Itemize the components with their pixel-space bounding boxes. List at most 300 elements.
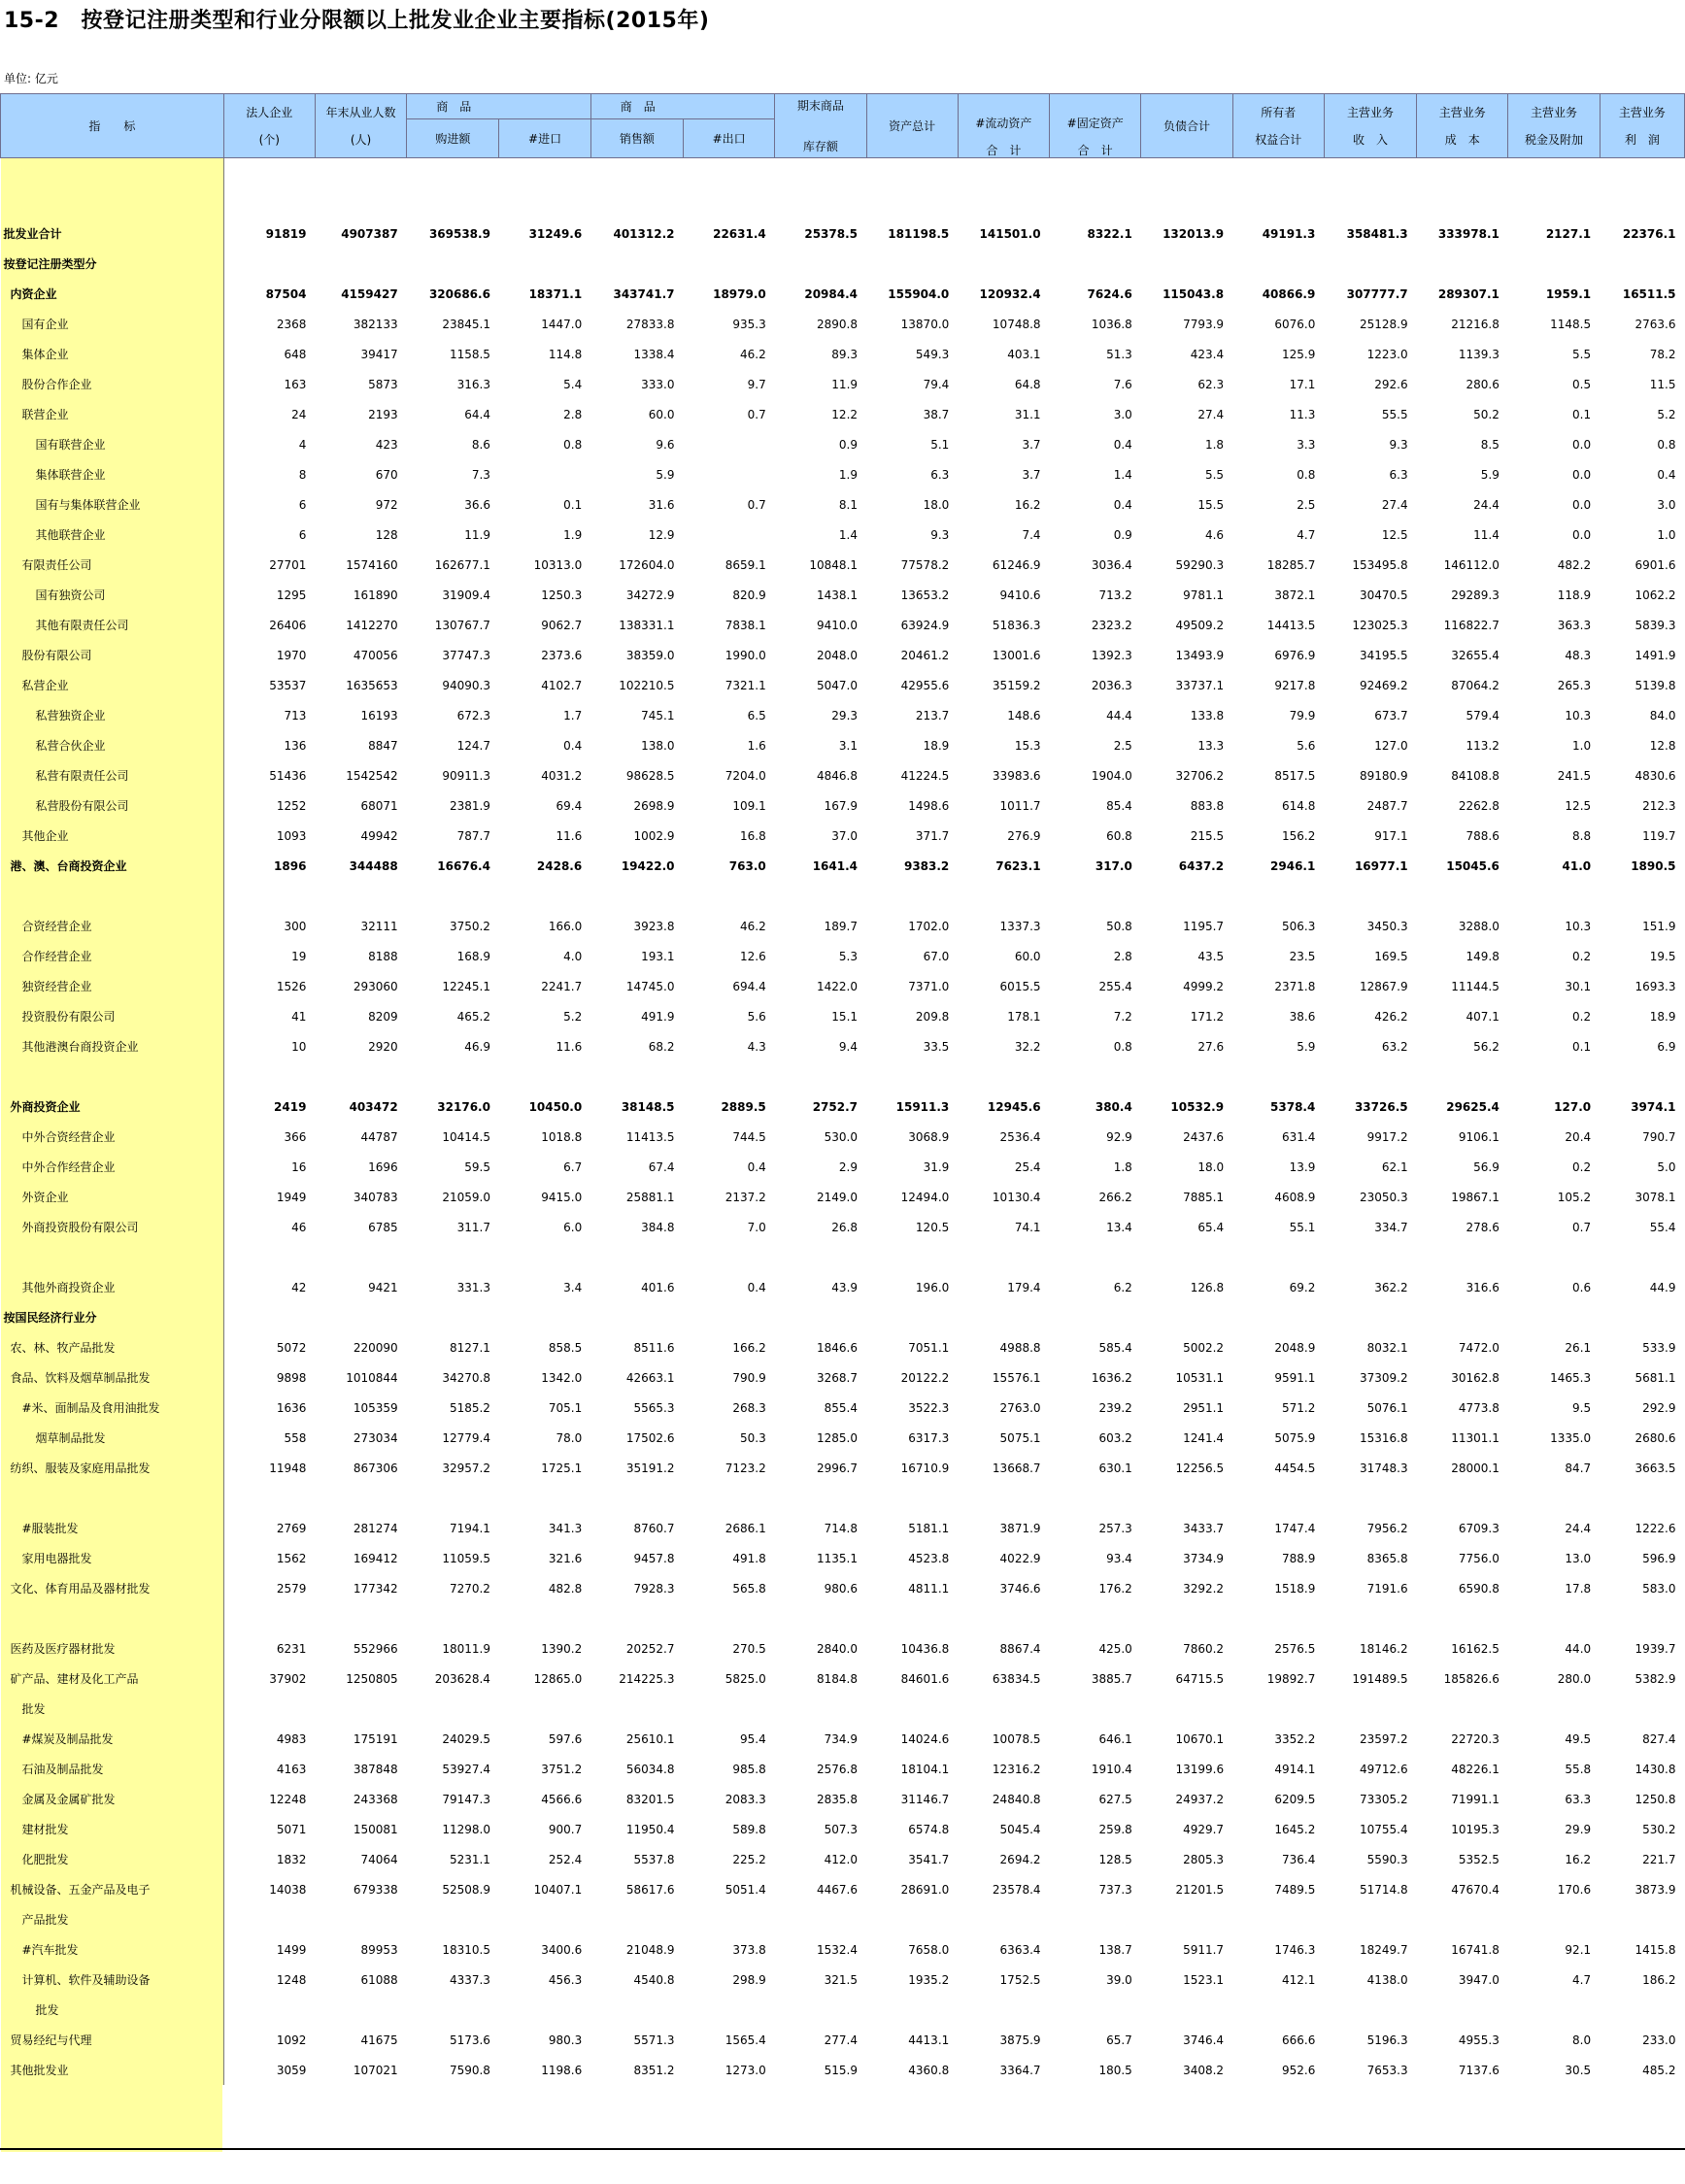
cell-value: 16977.1 [1354,858,1408,873]
cell-value: 1465.3 [1550,1370,1592,1385]
cell-value: 4566.6 [541,1792,583,1806]
cell-value [1324,1483,1416,1513]
table-row [1,760,1685,790]
cell-value: 858.5 [548,1340,583,1355]
cell-value: 38359.0 [625,648,675,662]
cell-value: 1.9 [563,527,583,542]
cell-value: 74064 [360,1852,398,1866]
cell-value: 30470.5 [1359,588,1408,602]
cell-value [223,1995,315,2025]
cell-value: 694.4 [732,979,766,993]
cell-value: 1018.8 [541,1129,583,1144]
cell-value: 277.4 [824,2033,859,2047]
cell-value: 40866.9 [1262,286,1316,301]
cell-value: 18011.9 [442,1641,490,1656]
cell-value: 4102.7 [541,678,583,692]
cell-value [683,881,774,911]
cell-value: 334.7 [1374,1220,1408,1234]
cell-value: 9781.1 [1183,588,1225,602]
cell-value: 340783 [353,1190,398,1204]
row-label: 纺织、服装及家庭用品批发 [1,1453,224,1483]
cell-value: 5231.1 [449,1852,490,1866]
cell-value: 9217.8 [1274,678,1316,692]
table-row [1,1453,1685,1483]
cell-value: 212.3 [1642,798,1676,813]
cell-value [1417,158,1508,189]
cell-value: 482.8 [548,1581,583,1596]
cell-value: 16741.8 [1451,1942,1500,1957]
cell-value: 2752.7 [812,1099,859,1114]
cell-value: 214225.3 [619,1671,675,1686]
cell-value [866,1242,958,1272]
cell-value: 1195.7 [1183,919,1225,933]
cell-value [1050,1061,1141,1092]
cell-value: 10414.5 [442,1129,490,1144]
cell-value: 64.8 [1014,377,1041,391]
cell-value [407,1242,499,1272]
cell-value: 292.9 [1642,1400,1676,1415]
cell-value: 6209.5 [1274,1792,1316,1806]
cell-value: 85.4 [1106,798,1132,813]
cell-value: 156.2 [1281,828,1316,843]
cell-value [1600,1302,1684,1332]
row-label [1,1603,224,1633]
cell-value: 0.2 [1572,1159,1592,1174]
cell-value: 203628.4 [434,1671,490,1686]
cell-value: 5.9 [1297,1039,1316,1054]
cell-value: 2579 [276,1581,307,1596]
cell-value: 5.4 [563,377,583,391]
cell-value: 1062.2 [1634,588,1676,602]
cell-value: 596.9 [1642,1551,1676,1565]
cell-value: 820.9 [732,588,766,602]
cell-value [499,459,590,489]
cell-value: 1.9 [838,467,859,482]
cell-value: 10195.3 [1451,1822,1500,1836]
cell-value: 320686.6 [428,286,490,301]
cell-value: 68.2 [648,1039,675,1054]
table-row [1,580,1685,610]
cell-value [499,1904,590,1934]
table-row [1,1272,1685,1302]
cell-value: 92.1 [1565,1942,1592,1957]
cell-value: 4523.8 [908,1551,950,1565]
cell-value: 53927.4 [442,1762,490,1776]
cell-value: 55.4 [1649,1220,1676,1234]
cell-value: 358481.3 [1346,226,1408,241]
cell-value: 17502.6 [625,1430,675,1445]
cell-value: 64.4 [464,407,490,421]
cell-value: 3873.9 [1634,1882,1676,1897]
cell-value: 93.4 [1106,1551,1132,1565]
cell-value: 0.0 [1572,437,1592,452]
cell-value: 11301.1 [1451,1430,1500,1445]
cell-value: 28691.0 [900,1882,950,1897]
cell-value: 9591.1 [1274,1370,1316,1385]
cell-value [223,249,315,279]
cell-value [1232,1904,1324,1934]
row-label: 股份有限公司 [1,640,224,670]
cell-value: 1.7 [563,708,583,722]
cell-value [590,1483,683,1513]
cell-value: 507.3 [824,1822,859,1836]
cell-value: 8867.4 [999,1641,1041,1656]
cell-value: 120932.4 [979,286,1041,301]
cell-value: 15045.6 [1446,858,1500,873]
row-label: #煤炭及制品批发 [1,1724,224,1754]
cell-value: 128 [375,527,398,542]
cell-value: 11413.5 [625,1129,675,1144]
row-label: 其他外商投资企业 [1,1272,224,1302]
cell-value [1417,1995,1508,2025]
cell-value: 105359 [353,1400,398,1415]
cell-value [1417,249,1508,279]
cell-value [683,1904,774,1934]
cell-value: 5911.7 [1183,1942,1225,1957]
cell-value [315,1242,406,1272]
cell-value [775,249,866,279]
cell-value [1417,1242,1508,1272]
cell-value: 22631.4 [713,226,766,241]
cell-value [223,158,315,189]
cell-value: 827.4 [1642,1731,1676,1746]
cell-value: 55.1 [1289,1220,1316,1234]
cell-value: 136 [284,738,307,753]
cell-value: 6.2 [1113,1280,1132,1294]
cell-value: 585.4 [1098,1340,1132,1355]
cell-value [1508,1061,1600,1092]
cell-value: 252.4 [548,1852,583,1866]
cell-value: 39417 [360,347,398,361]
cell-value: 11.5 [1649,377,1676,391]
cell-value: 485.2 [1642,2063,1676,2077]
cell-value: 19867.1 [1451,1190,1500,1204]
row-label: 医药及医疗器材批发 [1,1633,224,1663]
cell-value: 382133 [353,317,398,331]
cell-value: 3663.5 [1634,1461,1676,1475]
cell-value: 18310.5 [442,1942,490,1957]
row-label: 化肥批发 [1,1844,224,1874]
cell-value: 8184.8 [817,1671,859,1686]
cell-value [1324,1242,1416,1272]
cell-value [866,249,958,279]
cell-value: 1.4 [1113,467,1132,482]
cell-value: 714.8 [824,1521,859,1535]
cell-value: 59290.3 [1175,557,1225,572]
cell-value: 5.6 [747,1009,766,1024]
cell-value: 13199.6 [1175,1762,1225,1776]
cell-value: 5.1 [930,437,950,452]
cell-value: 14024.6 [900,1731,950,1746]
cell-value: 53537 [269,678,307,692]
cell-value: 37.0 [831,828,859,843]
cell-value: 2835.8 [817,1792,859,1806]
cell-value [683,158,774,189]
cell-value: 1645.2 [1274,1822,1316,1836]
cell-value: 51.3 [1106,347,1132,361]
cell-value: 16162.5 [1451,1641,1500,1656]
cell-value: 7624.6 [1087,286,1132,301]
cell-value: 2680.6 [1634,1430,1676,1445]
table-row [1,1724,1685,1754]
cell-value: 344488 [349,858,398,873]
cell-value [315,1694,406,1724]
cell-value: 549.3 [915,347,950,361]
cell-value [1600,1483,1684,1513]
cell-value: 38.6 [1289,1009,1316,1024]
table-row [1,941,1685,971]
table-row [1,218,1685,249]
cell-value: 24840.8 [992,1792,1041,1806]
row-label: 独资经营企业 [1,971,224,1001]
cell-value [223,1904,315,1934]
cell-value: 23578.4 [992,1882,1041,1897]
cell-value: 123025.3 [1352,618,1408,632]
cell-value: 172604.0 [619,557,675,572]
cell-value [958,1242,1049,1272]
cell-value: 177342 [353,1581,398,1596]
cell-value [683,188,774,218]
cell-value [683,1603,774,1633]
cell-value [1508,158,1600,189]
cell-value [407,1061,499,1092]
cell-value: 51714.8 [1359,1882,1408,1897]
statistics-table-area [0,93,1685,2152]
cell-value: 118.9 [1557,588,1592,602]
cell-value: 2996.7 [817,1461,859,1475]
cell-value: 9383.2 [903,858,950,873]
cell-value: 1565.4 [725,2033,766,2047]
cell-value: 5590.3 [1366,1852,1408,1866]
cell-value: 74.1 [1014,1220,1041,1234]
cell-value: 23.5 [1289,949,1316,963]
cell-value: 56.9 [1473,1159,1500,1174]
cell-value: 21216.8 [1451,317,1500,331]
cell-value: 46 [291,1220,307,1234]
cell-value [775,1904,866,1934]
cell-value: 1250.8 [1634,1792,1676,1806]
cell-value: 276.9 [1007,828,1041,843]
cell-value: 627.5 [1098,1792,1132,1806]
row-label: 外资企业 [1,1182,224,1212]
cell-value: 403.1 [1007,347,1041,361]
cell-value: 4.0 [563,949,583,963]
cell-value: 387848 [353,1762,398,1776]
cell-value: 128.5 [1098,1852,1132,1866]
row-label: 国有企业 [1,309,224,339]
cell-value: 7860.2 [1183,1641,1225,1656]
cell-value: 1846.6 [817,1340,859,1355]
statistics-table [0,93,1685,2085]
row-label: 农、林、牧产品批发 [1,1332,224,1362]
row-label: 内资企业 [1,279,224,309]
cell-value: 18104.1 [900,1762,950,1776]
cell-value: 5047.0 [817,678,859,692]
table-row [1,821,1685,851]
cell-value [1600,1603,1684,1633]
cell-value: 42 [291,1280,307,1294]
table-row [1,1031,1685,1061]
cell-value: 18979.0 [713,286,766,301]
table-row [1,1844,1685,1874]
header-sales-group: 商 品 [590,94,683,119]
cell-value: 6709.3 [1458,1521,1500,1535]
cell-value [407,1995,499,2025]
cell-value [1324,1603,1416,1633]
cell-value: 2373.6 [541,648,583,662]
table-row [1,369,1685,399]
cell-value [1417,1904,1508,1934]
cell-value: 6317.3 [908,1430,950,1445]
cell-value: 19.5 [1649,949,1676,963]
cell-value [1232,1061,1324,1092]
cell-value: 7658.0 [908,1942,950,1957]
cell-value: 343741.7 [613,286,675,301]
cell-value: 50.2 [1473,407,1500,421]
cell-value: 176.2 [1098,1581,1132,1596]
cell-value [1600,1995,1684,2025]
cell-value [775,158,866,189]
cell-value [1232,249,1324,279]
cell-value: 3068.9 [908,1129,950,1144]
cell-value: 1959.1 [1545,286,1592,301]
cell-value [223,1242,315,1272]
cell-value: 162677.1 [434,557,490,572]
cell-value: 60.0 [648,407,675,421]
cell-value: 4830.6 [1634,768,1676,783]
cell-value: 13668.7 [992,1461,1041,1475]
cell-value: 1499 [276,1942,307,1957]
cell-value: 1011.7 [999,798,1041,813]
cell-value: 1.0 [1572,738,1592,753]
cell-value: 744.5 [732,1129,766,1144]
cell-value: 34270.8 [442,1370,490,1385]
cell-value: 6574.8 [908,1822,950,1836]
cell-value: 4955.3 [1458,2033,1500,2047]
cell-value: 49191.3 [1262,226,1316,241]
cell-value: 30.1 [1565,979,1592,993]
cell-value: 29.9 [1565,1822,1592,1836]
row-label: 私营企业 [1,670,224,700]
cell-value: 7590.8 [449,2063,490,2077]
table-row [1,1332,1685,1362]
cell-value: 61246.9 [992,557,1041,572]
cell-value: 0.4 [563,738,583,753]
cell-value: 11.6 [556,1039,583,1054]
cell-value: 3036.4 [1091,557,1132,572]
cell-value [499,1694,590,1724]
table-row [1,550,1685,580]
row-label [1,881,224,911]
cell-value [1232,1302,1324,1332]
cell-value: 788.6 [1466,828,1500,843]
cell-value [499,1061,590,1092]
cell-value: 2889.5 [721,1099,766,1114]
cell-value: 50.3 [740,1430,766,1445]
cell-value: 26.1 [1565,1340,1592,1355]
cell-value: 150081 [353,1822,398,1836]
cell-value: 63834.5 [992,1671,1041,1686]
cell-value: 1990.0 [725,648,766,662]
cell-value: 0.1 [1572,407,1592,421]
cell-value: 257.3 [1098,1521,1132,1535]
cell-value: 12779.4 [442,1430,490,1445]
row-label [1,1242,224,1272]
cell-value: 56.2 [1473,1039,1500,1054]
cell-value: 1273.0 [725,2063,766,2077]
cell-value: 4031.2 [541,768,583,783]
cell-value: 5.6 [1297,738,1316,753]
cell-value: 10.3 [1565,919,1592,933]
cell-value: 679338 [353,1882,398,1897]
cell-value [775,1302,866,1332]
cell-value: 423.4 [1190,347,1225,361]
cell-value [866,1483,958,1513]
cell-value: 298.9 [732,1972,766,1987]
cell-value: 788.9 [1281,1551,1316,1565]
cell-value: 648 [284,347,307,361]
cell-value [683,429,774,459]
cell-value: 6437.2 [1178,858,1225,873]
cell-value: 2048.9 [1274,1340,1316,1355]
cell-value [683,1995,774,2025]
cell-value: 109.1 [732,798,766,813]
cell-value: 583.0 [1642,1581,1676,1596]
cell-value: 161890 [353,588,398,602]
cell-value [958,1694,1049,1724]
cell-value: 163 [284,377,307,391]
cell-value: 44787 [360,1129,398,1144]
cell-value: 2694.2 [999,1852,1041,1866]
cell-value [775,1242,866,1272]
cell-value: 2381.9 [449,798,490,813]
cell-value: 125.9 [1281,347,1316,361]
cell-value: 713.2 [1098,588,1132,602]
cell-value [775,1483,866,1513]
cell-value: 1939.7 [1634,1641,1676,1656]
header-sales-group-spacer [683,94,774,119]
row-label: 石油及制品批发 [1,1754,224,1784]
cell-value: 2371.8 [1274,979,1316,993]
cell-value: 17.8 [1565,1581,1592,1596]
cell-value: 1241.4 [1183,1430,1225,1445]
cell-value [775,881,866,911]
cell-value: 278.6 [1466,1220,1500,1234]
cell-value [1324,158,1416,189]
cell-value: 12865.0 [533,1671,583,1686]
cell-value: 32655.4 [1451,648,1500,662]
cell-value: 4988.8 [999,1340,1041,1355]
cell-value [223,1483,315,1513]
cell-value: 3947.0 [1458,1972,1500,1987]
header-purchase-group: 商 品 [407,94,499,119]
cell-value: 181198.5 [888,226,950,241]
cell-value: 10532.9 [1170,1099,1225,1114]
row-label: 国有与集体联营企业 [1,489,224,520]
cell-value: 25.4 [1014,1159,1041,1174]
header-main-tax: 主营业务 税金及附加 [1508,94,1600,158]
cell-value: 7051.1 [908,1340,950,1355]
cell-value: 79147.3 [442,1792,490,1806]
cell-value: 6363.4 [999,1942,1041,1957]
cell-value: 1542542 [346,768,398,783]
cell-value: 1746.3 [1274,1942,1316,1957]
cell-value: 9415.0 [541,1190,583,1204]
cell-value: 4159427 [341,286,398,301]
cell-value [407,158,499,189]
cell-value [683,1061,774,1092]
cell-value: 7.2 [1113,1009,1132,1024]
